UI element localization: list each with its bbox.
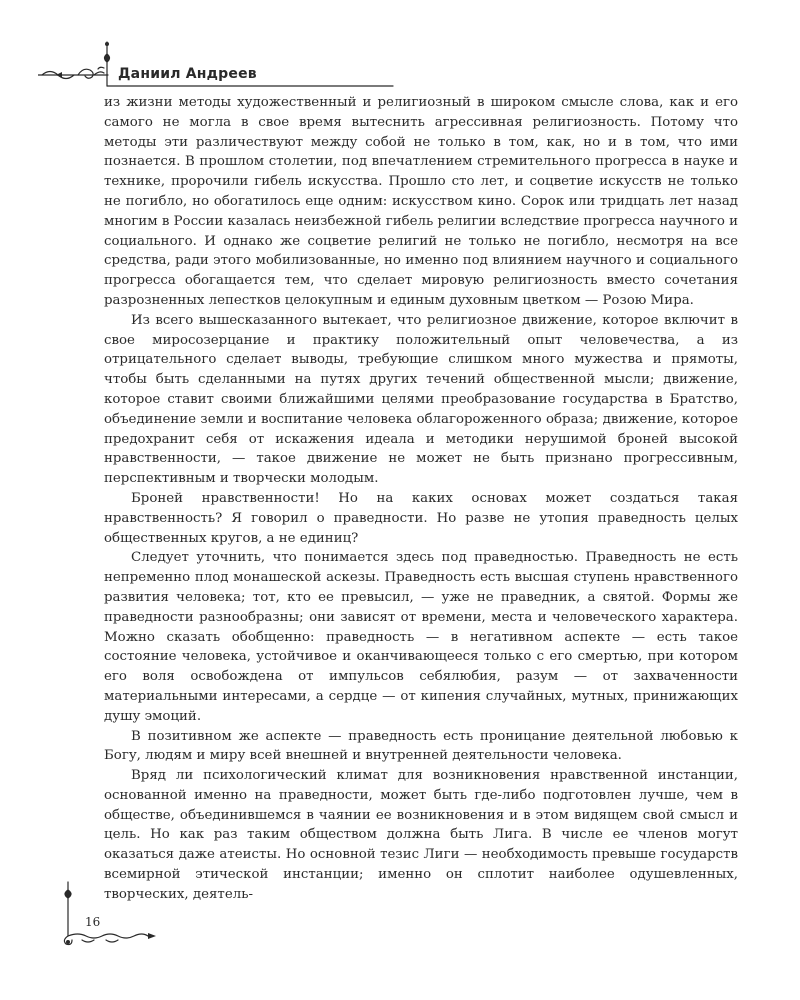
body-text bbox=[104, 93, 738, 905]
paragraph-1 bbox=[104, 93, 738, 311]
running-header bbox=[38, 40, 398, 90]
page-footer bbox=[48, 880, 168, 970]
running-head-title: Даниил Андреев bbox=[118, 66, 257, 82]
paragraph-1-text: из жизни методы художественный и религиозный в широком смысле слова, как и его самого не могла в свое время вытеснить агрессивная религиозность. Потому что методы эти различествуют между собой не только в том, как, но и в том, что ими познается. В прошлом столетии, под впечатлением стремительного прогресса в науке и технике, пророчили гибель искусства. Прошло сто лет, и соцветие искусств не только не погибло, но обогатилось еще одним: искусством кино. Сорок или тридцать лет назад многим в России казалась неизбежной гибель религии вследствие прогресса научного и социального. И однако же соцветие религий не только не погибло, несмотря на все средства, ради этого мобилизованные, но именно под влиянием научного и социального прогресса обогащается тем, что сделает мировую религиозность вместо сочетания разрозненных лепестков целокупным и единым духовным цветком — Розою Мира. bbox=[104, 95, 738, 308]
paragraph-4: Следует уточнить, что понимается здесь под праведностью. Праведность не есть непременно плод монашеской аскезы. Праведность есть высшая ступень нравственного развития человека; тот, кто ее превысил, — уже не праведник, а святой. Формы же праведности разнообразны; они зависят от времени, места и человеческого характера. Можно сказать обобщенно: праведность — в негативном аспекте — есть такое состояние человека, устойчивое и оканчивающееся только с его смертью, при котором его воля освобождена от импульсов себялюбия, разум — от захваченности материальными интересами, а сердце — от кипения случайных, мутных, принижающих душу эмоций. bbox=[104, 550, 738, 724]
paragraph-3: Броней нравственности! Но на каких основах может создаться такая нравственность? Я говорил о праведности. Но разве не утопия праведность целых общественных кругов, а не единиц? bbox=[104, 490, 738, 546]
footer-flourish-ornament bbox=[48, 880, 168, 970]
paragraph-6: Вряд ли психологический климат для возникновения нравственной инстанции, основанной именно на праведности, может быть где-либо подготовлен лучше, чем в обществе, объединившемся в чаянии ее возникновения и в этом видящем свой смысл и цель. Но как раз таким обществом должна быть Лига. В числе ее членов могут оказаться даже атеисты. Но основной тезис Лиги — необходимость превыше государств всемирной этической инстанции; именно он сплотит наиболее одушевленных, творческих, деятель- bbox=[104, 768, 738, 902]
page-number: 16 bbox=[85, 915, 101, 929]
paragraph-5: В позитивном же аспекте — праведность есть проницание деятельной любовью к Богу, людям и миру всей внешней и внутренней деятельности человека. bbox=[104, 728, 738, 764]
paragraph-2: Из всего вышесказанного вытекает, что религиозное движение, которое включит в свое миросозерцание и практику положительный опыт человечества, а из отрицательного сделает выводы, требующие слишком много мужества и прямоты, чтобы быть сделанными на путях других течений общественной мысли; движение, которое ставит своими ближайшими целями преобразование государства в Братство, объединение земли и воспитание человека облагороженного образа; движение, которое предохранит себя от искажения идеала и методики нерушимой броней высокой нравственности, — такое движение не может не быть признано прогрессивным, перспективным и творчески молодым. bbox=[104, 312, 738, 487]
header-flourish-ornament bbox=[38, 40, 398, 90]
